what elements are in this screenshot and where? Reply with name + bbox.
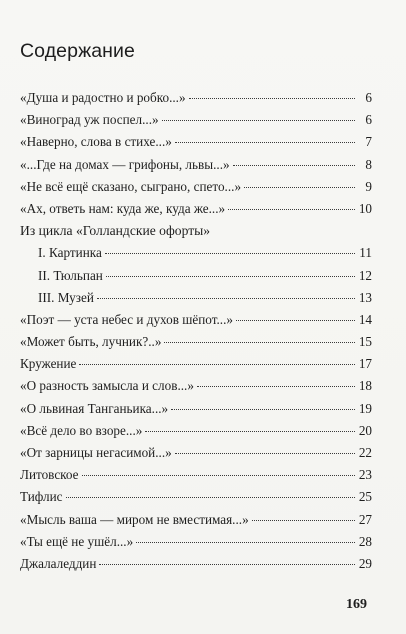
entry-title: Литовское	[20, 467, 79, 483]
entry-title: «...Где на домах — грифоны, львы...»	[20, 156, 230, 172]
entry-page: 20	[358, 422, 372, 438]
entry-title: «О разность замысла и слов...»	[20, 378, 194, 394]
dot-leader	[189, 98, 355, 99]
dot-leader	[233, 165, 355, 166]
cycle-title: Из цикла «Голландские офорты»	[20, 223, 211, 239]
entry-page: 12	[358, 267, 372, 283]
dot-leader	[97, 298, 355, 299]
entry-page: 6	[365, 112, 372, 128]
dot-leader	[175, 142, 355, 143]
toc-entry	[20, 176, 372, 198]
dot-leader	[236, 320, 355, 321]
dot-leader	[106, 276, 355, 277]
entry-title: «Наверно, слова в стихе...»	[20, 134, 172, 150]
dot-leader	[145, 431, 355, 432]
toc-entry	[20, 87, 372, 109]
entry-title: III. Музей	[38, 289, 94, 305]
toc-entry	[20, 265, 372, 287]
entry-title: «О львиная Танганьика...»	[20, 400, 169, 416]
entry-page: 19	[358, 400, 372, 416]
dot-leader	[197, 386, 355, 387]
toc-entry	[20, 464, 372, 486]
dot-leader	[175, 453, 355, 454]
toc-entry	[20, 242, 372, 264]
entry-page: 22	[358, 445, 372, 460]
toc-entry	[20, 420, 372, 442]
toc-entry	[20, 509, 372, 531]
toc-entry	[20, 331, 372, 353]
toc-entry	[20, 486, 372, 508]
entry-title: «Поэт — уста небес и духов шёпот...»	[20, 311, 233, 327]
entry-title: II. Тюльпан	[38, 267, 103, 283]
toc-entry	[20, 375, 372, 397]
toc-entry	[20, 198, 372, 220]
dot-leader	[136, 542, 355, 543]
entry-page: 25	[358, 489, 372, 505]
toc-cycle-heading	[20, 220, 372, 242]
entry-page: 29	[358, 555, 372, 571]
dot-leader	[228, 209, 355, 210]
entry-title: «Всё дело во взоре...»	[20, 422, 143, 438]
dot-leader	[82, 475, 355, 476]
dot-leader	[171, 409, 355, 410]
dot-leader	[244, 187, 355, 188]
toc-entry	[20, 154, 372, 176]
toc-entry	[20, 287, 372, 309]
entry-title: I. Картинка	[38, 245, 102, 261]
entry-title: «От зарницы негасимой...»	[20, 445, 172, 460]
entry-title: «Не всё ещё сказано, сыграно, спето...»	[20, 178, 242, 194]
dot-leader	[105, 253, 355, 254]
entry-page: 11	[359, 245, 372, 261]
dot-leader	[79, 364, 355, 365]
dot-leader	[66, 497, 356, 498]
entry-page: 23	[358, 467, 372, 483]
entry-page: 17	[358, 356, 372, 372]
page-title: Содержание	[20, 40, 135, 62]
toc-entry	[20, 531, 372, 553]
entry-title: Тифлис	[20, 489, 63, 505]
entry-page: 13	[358, 289, 372, 305]
entry-page: 15	[358, 334, 372, 350]
entry-page: 10	[358, 200, 372, 216]
toc-entry	[20, 131, 372, 153]
entry-title: «Душа и радостно и робко...»	[20, 90, 186, 105]
entry-page: 28	[358, 533, 372, 549]
page-number: 169	[346, 597, 367, 612]
dot-leader	[252, 520, 355, 521]
entry-title: «Виноград уж поспел...»	[20, 112, 159, 128]
entry-page: 7	[365, 134, 372, 150]
entry-title: Кружение	[20, 356, 77, 372]
entry-page: 14	[358, 311, 372, 327]
toc-entry	[20, 398, 372, 420]
toc-entry	[20, 309, 372, 331]
toc-entry	[20, 109, 372, 131]
entry-page: 27	[358, 511, 372, 527]
entry-title: «Ах, ответь нам: куда же, куда же...»	[20, 200, 226, 216]
dot-leader	[164, 342, 355, 343]
toc-entry	[20, 553, 372, 575]
entry-title: «Мысль ваша — миром не вместимая...»	[20, 511, 249, 527]
entry-title: «Может быть, лучник?..»	[20, 334, 162, 350]
table-of-contents	[20, 87, 372, 575]
entry-title: «Ты ещё не ушёл...»	[20, 533, 134, 549]
entry-title: Джалаледдин	[20, 555, 97, 571]
dot-leader	[99, 564, 355, 565]
toc-entry	[20, 353, 372, 375]
entry-page: 18	[358, 378, 372, 394]
toc-entry	[20, 442, 372, 464]
entry-page: 9	[365, 178, 372, 194]
entry-page: 8	[365, 156, 372, 172]
dot-leader	[162, 120, 355, 121]
entry-page: 6	[365, 90, 372, 105]
